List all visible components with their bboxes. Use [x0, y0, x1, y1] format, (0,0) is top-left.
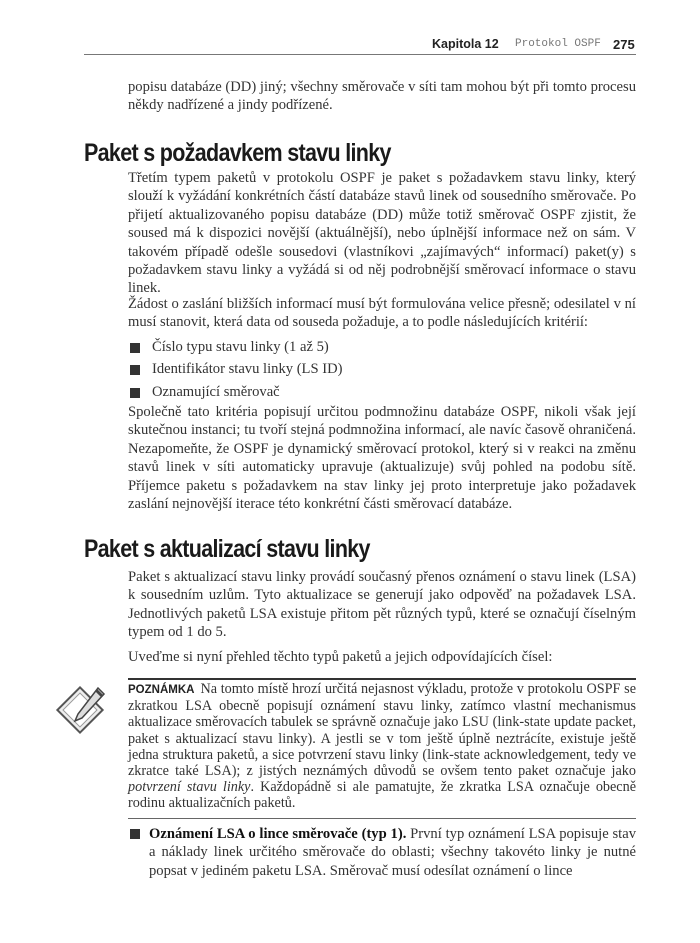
- bullet-square-icon: [130, 365, 140, 375]
- list-item: [130, 339, 329, 356]
- note-text-end: . Každopádně si ale pamatujte, že zkratka LSA označuje obecně rodinu aktualizačních paketů.: [128, 779, 636, 812]
- paragraph: Třetím typem paketů v protokolu OSPF je paket s požadavkem stavu linky, který slouží k vyžádání konkrétních částí databáze stavů linek od sousedního směrovače. Po přijetí aktualizovaného popisu databáze (DD) může totiž směrovač OSPF zjistit, že soused má k dispozici novější (aktuálnější), nebo úplnější informace než on sám. V takovém případě odešle sousedovi (vlastníkovi „zajímavých“ informací) paket(y) s požadavkem stavu linky a vyžádá si od něj podrobnější směrovací informace o stavu linek.: [128, 170, 636, 297]
- note-italic-term: potvrzení stavu linky: [128, 779, 251, 796]
- bullet-square-icon: [130, 829, 140, 839]
- list-item: [130, 361, 343, 378]
- section-heading: Paket s aktualizací stavu linky: [84, 535, 370, 563]
- note-box: [128, 681, 636, 812]
- paragraph: Společně tato kritéria popisují určitou podmnožinu databáze OSPF, nikoli však její skutečnou instanci; tu tvoří stejná podmnožina informací, ale navíc časově ohraničená. Nezapomeňte, že OSPF je dynamický směrovací protokol, který si v reakci na změnu stavů linek v síti automaticky upravuje (aktualizuje) svůj pohled na podobu sítě. Příjemce paketu s požadavkem na stav linky jej proto interpretuje jako požadavek zaslání nejnovější iterace této konkrétní části směrovací databáze.: [128, 404, 636, 513]
- bullet-square-icon: [130, 343, 140, 353]
- page-number: 275: [613, 37, 635, 52]
- note-bottom-rule: [128, 818, 636, 819]
- list-item-text: Oznamující směrovač: [152, 384, 280, 400]
- list-item: [130, 825, 636, 880]
- paragraph: Žádost o zaslání bližších informací musí být formulována velice přesně; odesilatel v ní musí stanovit, která data od souseda požaduje, a to podle následujících kritérií:: [128, 296, 636, 331]
- section-heading: Paket s požadavkem stavu linky: [84, 139, 391, 167]
- note-text: Na tomto místě hrozí určitá nejasnost výkladu, protože v protokolu OSPF se zkratkou LSA obecně popisují oznámení stavu linky, zatímco vlastní mechanismus aktualizace směrovacích tabulek se správně označuje jako LSU (link-state update packet, paket s aktualizací stavu linky). A jestli se v tom ještě úplně neztrácíte, existuje ještě jedna struktura paketů, a sice potvrzení stavu linky (link-state acknowledgement, tedy ve zkratce také LSA); z jistých neznámých důvodů se ovšem tento paket označuje jako: [128, 681, 636, 780]
- list-item: [130, 384, 280, 401]
- chapter-label: Kapitola 12: [432, 37, 499, 51]
- list-item-text: Číslo typu stavu linky (1 až 5): [152, 339, 329, 355]
- header-rule: [84, 54, 636, 55]
- paragraph: Paket s aktualizací stavu linky provádí současný přenos oznámení o stavu linek (LSA) k sousedním uzlům. Tyto aktualizace se generují jako odpověď na požadavek LSA. Jednotlivých paketů LSA existuje přitom pět různých typů, které se označují číselným typem od 1 do 5.: [128, 569, 636, 641]
- chapter-title: Protokol OSPF: [515, 38, 601, 50]
- note-top-rule: [128, 678, 636, 680]
- paragraph: Uveďme si nyní přehled těchto typů paketů a jejich odpovídajících čísel:: [128, 649, 553, 665]
- bullet-square-icon: [130, 388, 140, 398]
- intro-paragraph: popisu databáze (DD) jiný; všechny směrovače v síti tam mohou být při tomto procesu někdy nadřízené a jindy podřízené.: [128, 79, 636, 114]
- note-label: POZNÁMKA: [128, 684, 195, 696]
- list-item-text: Identifikátor stavu linky (LS ID): [152, 361, 343, 377]
- list-item-text: První typ oznámení LSA popisuje stav a náklady linek určitého směrovače do oblasti; všechny takovéto linky je nutné popsat v jediném paketu LSA. Směrovač musí odesílat oznámení o lince: [149, 826, 636, 879]
- list-item-title: Oznámení LSA o lince směrovače (typ 1).: [149, 826, 407, 842]
- pencil-note-icon: [52, 680, 112, 740]
